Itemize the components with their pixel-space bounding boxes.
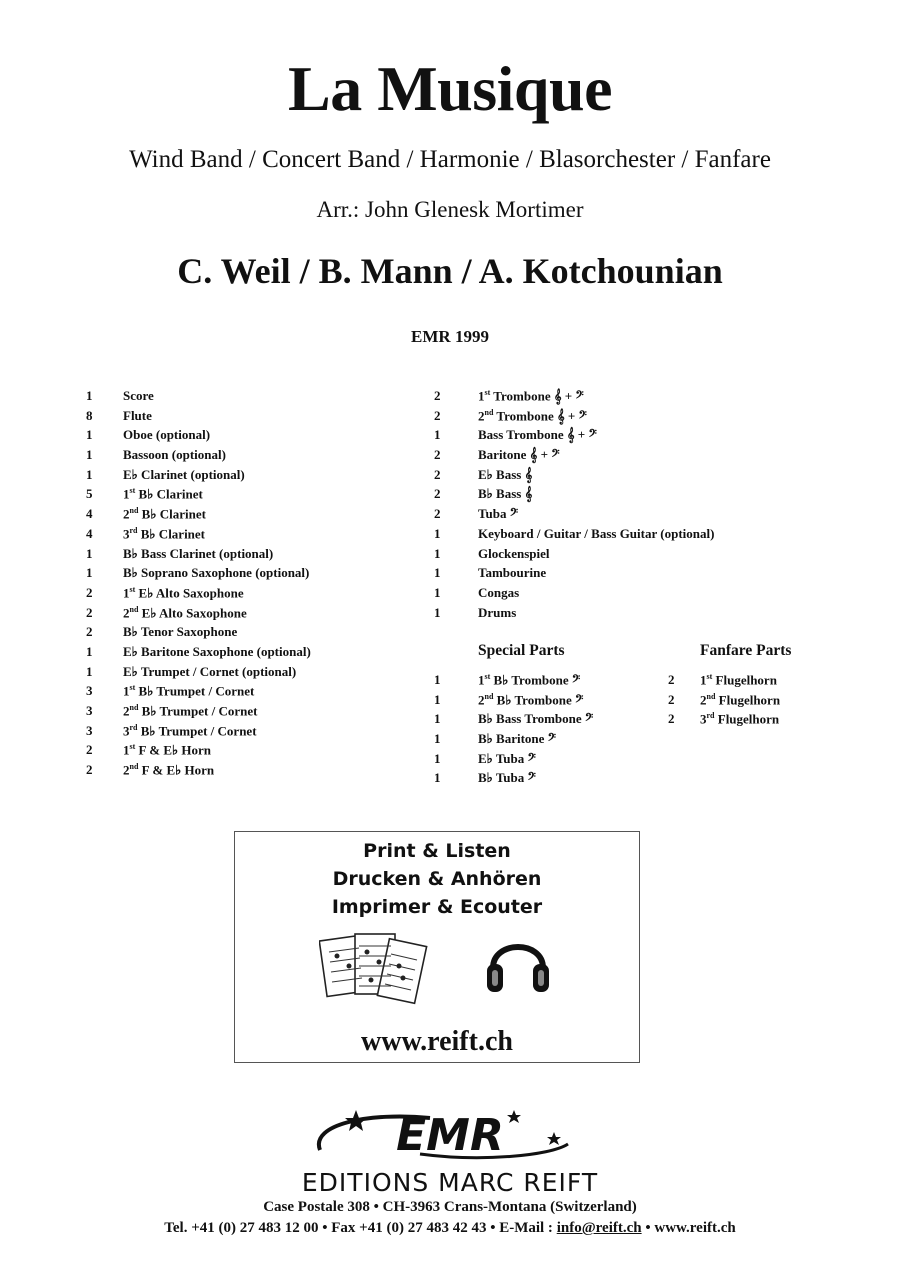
part-quantity: 2: [86, 584, 93, 600]
promo-line-drucken: Drucken & Anhören: [332, 868, 542, 890]
part-name: Tuba 𝄢: [478, 506, 519, 522]
part-quantity: 1: [434, 584, 441, 600]
emr-logo: [300, 1104, 600, 1164]
part-quantity: 2: [668, 672, 675, 687]
part-quantity: 1: [86, 643, 93, 659]
part-name: Bassoon (optional): [123, 447, 226, 463]
part-quantity: 1: [86, 565, 93, 581]
part-name: B♭ Baritone 𝄢: [478, 731, 557, 747]
part-name: Tambourine: [478, 565, 547, 581]
contact-website[interactable]: • www.reift.ch: [641, 1220, 736, 1236]
promo-line-print-listen: Print & Listen: [363, 840, 511, 862]
part-name: B♭ Tenor Saxophone: [123, 624, 238, 640]
part-quantity: 4: [86, 506, 93, 522]
arranger: Arr.: John Glenesk Mortimer: [316, 197, 584, 222]
part-name: 2nd E♭ Alto Saxophone: [123, 604, 247, 620]
part-quantity: 2: [434, 486, 441, 502]
special-parts-heading: Special Parts: [478, 642, 565, 659]
part-quantity: 2: [86, 604, 93, 620]
part-name: 1st Flugelhorn: [700, 672, 777, 688]
part-quantity: 1: [86, 388, 93, 403]
part-quantity: 1: [434, 731, 441, 747]
part-name: E♭ Tuba 𝄢: [478, 750, 536, 766]
part-quantity: 1: [434, 565, 441, 581]
part-name: 2nd B♭ Clarinet: [123, 506, 206, 522]
part-quantity: 2: [434, 407, 441, 423]
part-name: Flute: [123, 407, 152, 423]
emr-logo-text: EMR: [396, 1110, 504, 1161]
part-quantity: 1: [434, 750, 441, 766]
part-name: 1st B♭ Trombone 𝄢: [478, 672, 581, 688]
part-quantity: 1: [434, 525, 441, 541]
contact-phone-fax: Tel. +41 (0) 27 483 12 00 • Fax +41 (0) 27 483 42 43 • E-Mail :: [164, 1220, 557, 1236]
part-name: 2nd Flugelhorn: [700, 691, 781, 708]
part-name: 3rd B♭ Trumpet / Cornet: [123, 722, 257, 739]
part-name: E♭ Baritone Saxophone (optional): [123, 643, 311, 659]
headphones-icon: [485, 928, 551, 998]
part-quantity: 2: [668, 711, 675, 727]
part-quantity: 2: [86, 762, 93, 778]
part-name: Congas: [478, 584, 520, 600]
part-name: B♭ Bass Trombone 𝄢: [478, 711, 594, 727]
part-name: Keyboard / Guitar / Bass Guitar (optional): [478, 525, 715, 541]
page-title: La Musique: [288, 53, 612, 124]
part-name: B♭ Tuba 𝄢: [478, 770, 536, 786]
part-quantity: 3: [86, 683, 93, 699]
part-quantity: 5: [86, 486, 93, 502]
part-name: 1st F & E♭ Horn: [123, 742, 211, 758]
part-name: 2nd B♭ Trumpet / Cornet: [123, 703, 258, 719]
part-quantity: 1: [86, 545, 93, 561]
part-name: B♭ Soprano Saxophone (optional): [123, 565, 310, 581]
publisher-name: EDITIONS MARC REIFT: [301, 1168, 599, 1197]
part-quantity: 1: [434, 545, 441, 561]
part-name: Score: [123, 388, 154, 403]
part-quantity: 2: [86, 742, 93, 758]
part-quantity: 2: [434, 447, 441, 463]
part-name: E♭ Clarinet (optional): [123, 466, 245, 482]
part-name: Bass Trombone 𝄞 + 𝄢: [478, 427, 597, 443]
part-quantity: 3: [86, 722, 93, 738]
part-quantity: 2: [434, 388, 441, 403]
part-quantity: 4: [86, 525, 93, 541]
part-name: 2nd F & E♭ Horn: [123, 762, 215, 778]
part-quantity: 1: [86, 427, 93, 443]
sheet-music-icon: [319, 928, 429, 1014]
part-quantity: 2: [668, 691, 675, 707]
part-name: 2nd B♭ Trombone 𝄢: [478, 691, 584, 708]
part-name: B♭ Bass Clarinet (optional): [123, 545, 274, 561]
part-quantity: 2: [434, 506, 441, 522]
part-name: Baritone 𝄞 + 𝄢: [478, 447, 560, 463]
print-listen-box: [234, 831, 640, 1063]
subtitle: Wind Band / Concert Band / Harmonie / Blasorchester / Fanfare: [129, 146, 771, 173]
part-quantity: 2: [434, 466, 441, 482]
composers: C. Weil / B. Mann / A. Kotchounian: [177, 251, 723, 291]
part-quantity: 1: [86, 663, 93, 679]
part-name: Drums: [478, 604, 517, 620]
part-quantity: 1: [434, 770, 441, 786]
part-quantity: 1: [434, 672, 441, 687]
part-quantity: 1: [86, 447, 93, 463]
part-quantity: 1: [434, 691, 441, 707]
part-name: E♭ Trumpet / Cornet (optional): [123, 663, 297, 679]
part-name: 2nd Trombone 𝄞 + 𝄢: [478, 407, 587, 424]
catalog-number: EMR 1999: [411, 327, 489, 346]
publisher-contact: [0, 1220, 900, 1237]
fanfare-parts-heading: Fanfare Parts: [700, 642, 792, 659]
part-name: 3rd Flugelhorn: [700, 711, 780, 727]
part-quantity: 3: [86, 703, 93, 718]
part-quantity: 1: [434, 427, 441, 443]
part-name: 3rd B♭ Clarinet: [123, 525, 206, 542]
part-quantity: 8: [86, 407, 93, 423]
part-quantity: 1: [434, 604, 441, 620]
publisher-address: Case Postale 308 • CH-3963 Crans-Montana (Switzerland): [263, 1199, 637, 1215]
part-name: Oboe (optional): [123, 427, 211, 443]
contact-email-link[interactable]: info@reift.ch: [556, 1220, 642, 1236]
part-name: B♭ Bass 𝄞: [478, 486, 533, 502]
part-quantity: 1: [86, 466, 93, 482]
part-quantity: 2: [86, 624, 93, 640]
promo-line-imprimer: Imprimer & Ecouter: [331, 896, 543, 918]
part-name: Glockenspiel: [478, 545, 550, 561]
part-name: E♭ Bass 𝄞: [478, 466, 533, 482]
part-name: 1st E♭ Alto Saxophone: [123, 584, 244, 601]
part-name: 1st B♭ Trumpet / Cornet: [123, 683, 255, 699]
part-quantity: 1: [434, 711, 441, 727]
part-name: 1st Trombone 𝄞 + 𝄢: [478, 388, 584, 404]
promo-website-link[interactable]: www.reift.ch: [361, 1026, 513, 1057]
part-name: 1st B♭ Clarinet: [123, 486, 203, 502]
